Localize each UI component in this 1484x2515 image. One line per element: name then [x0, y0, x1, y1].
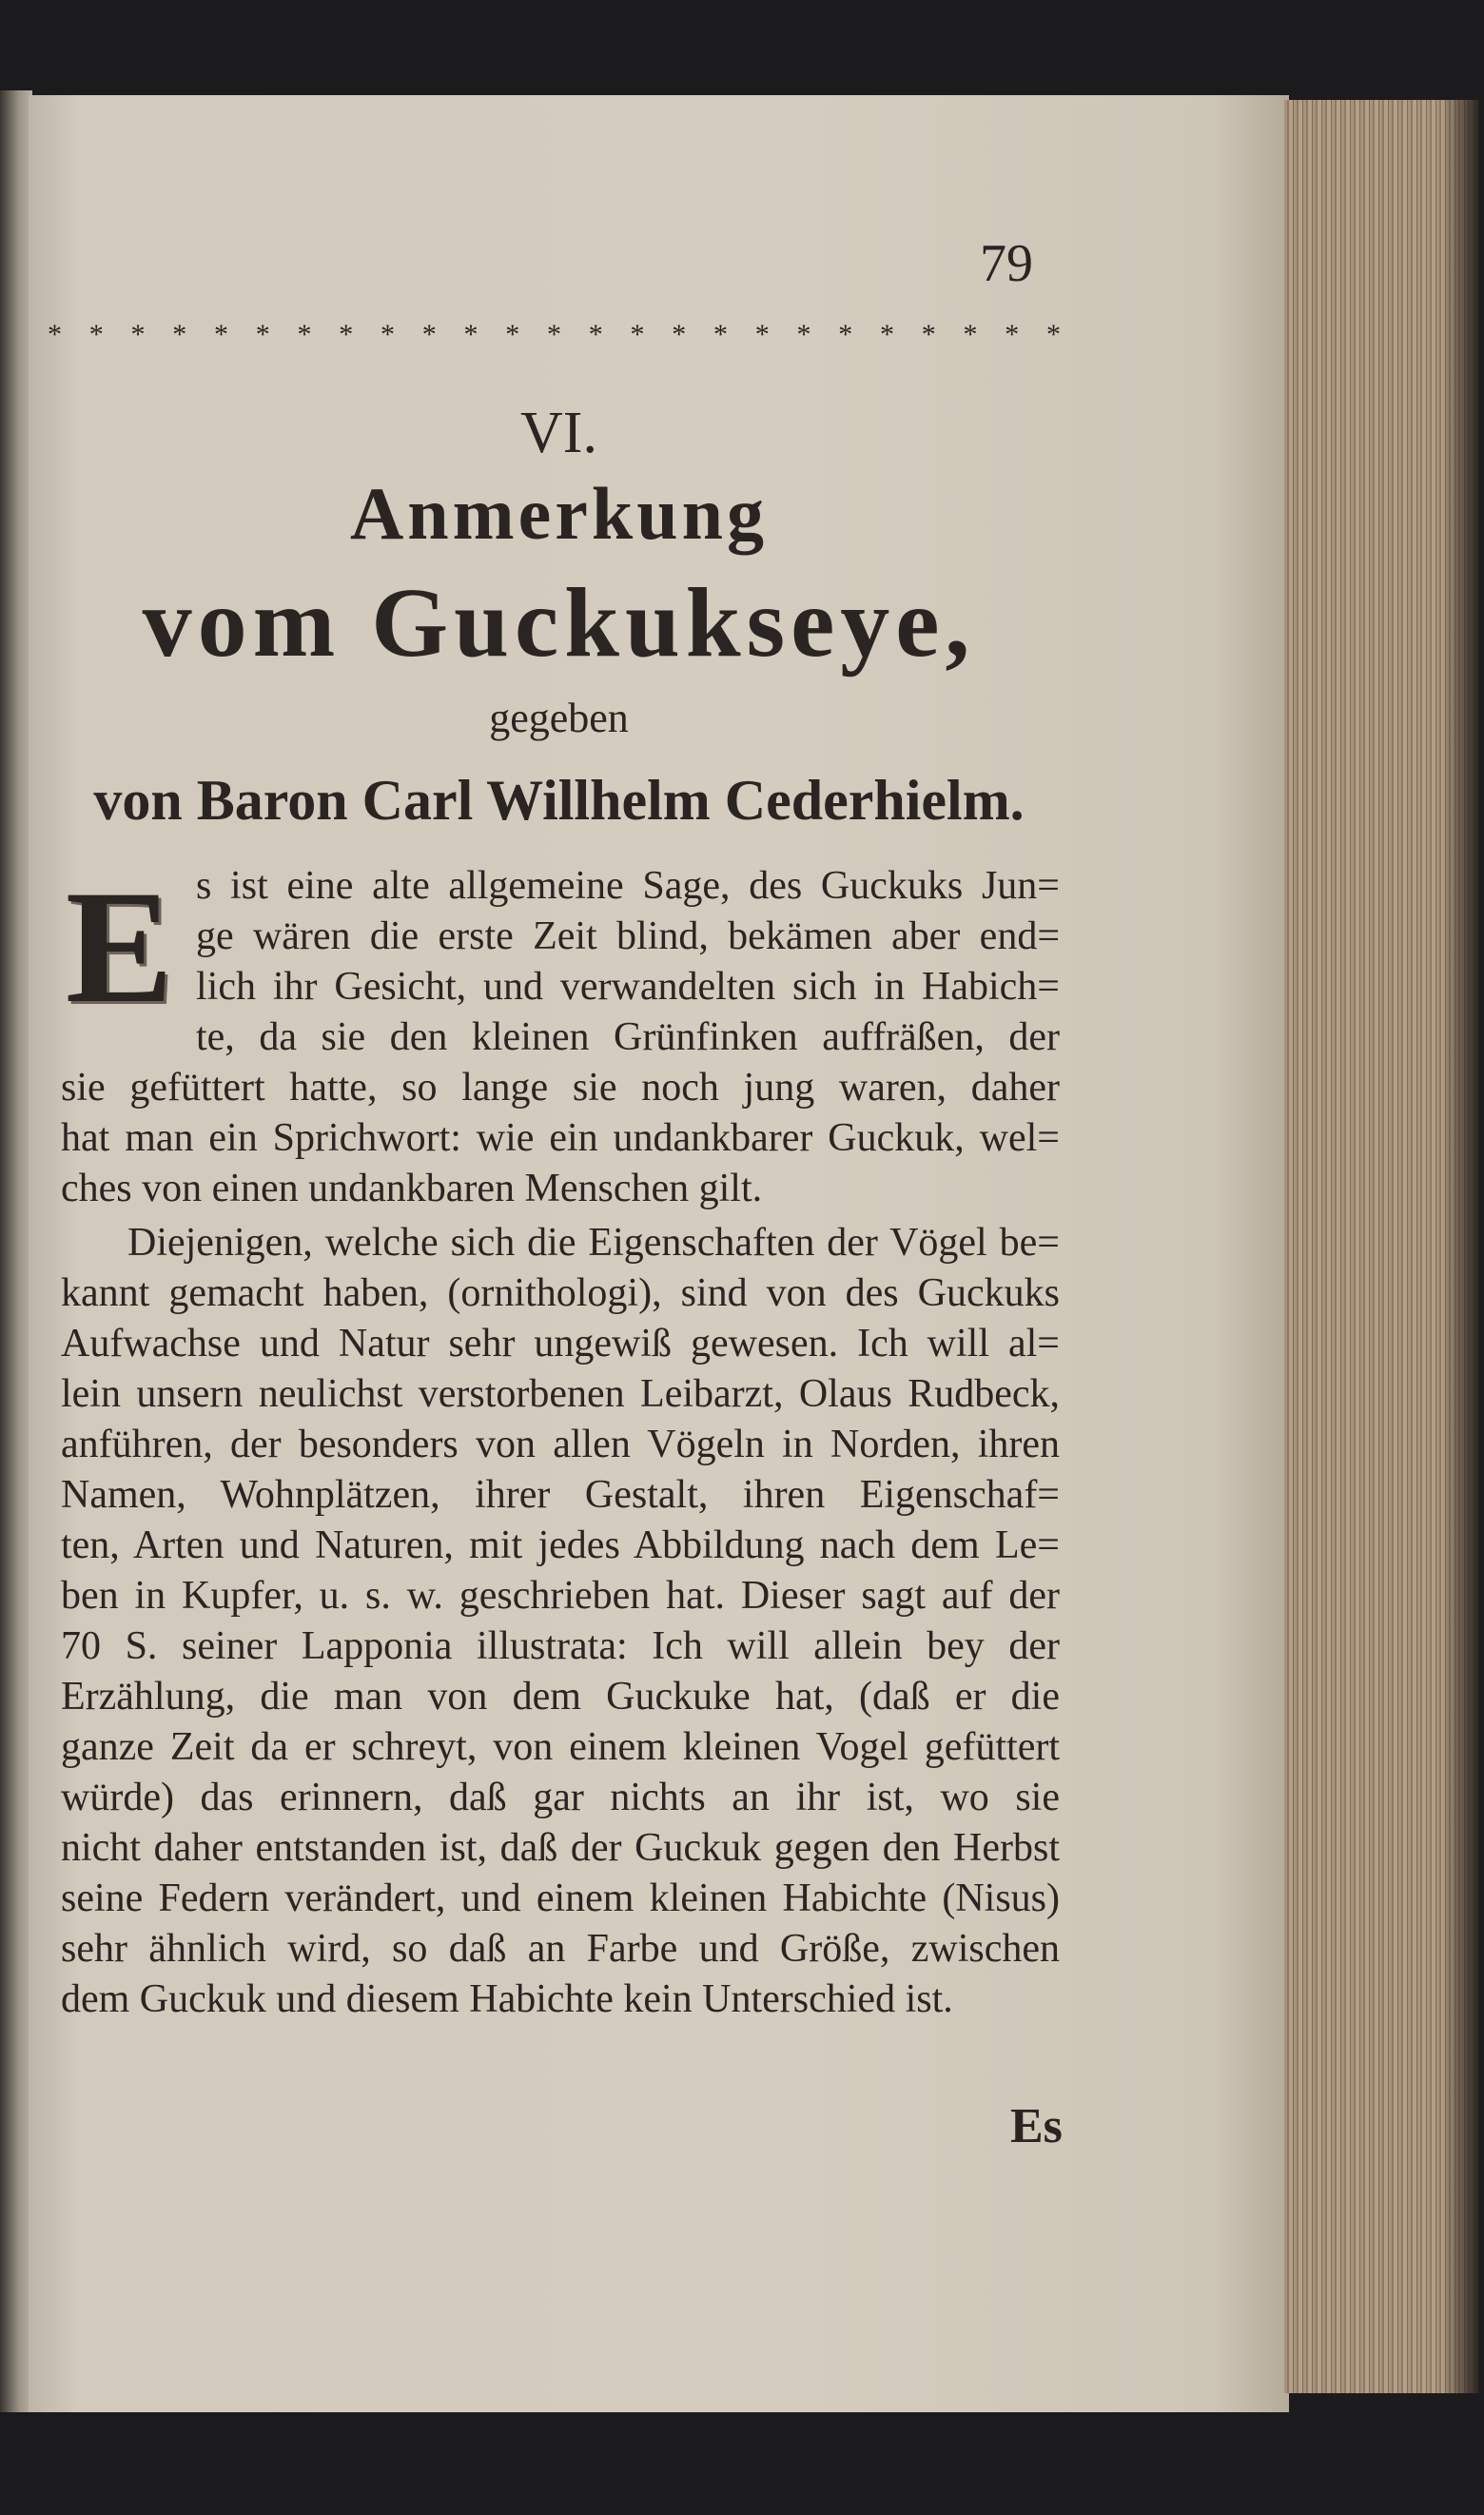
ornament-star: * [1046, 319, 1061, 350]
text-line: ge wären die erste Zeit blind, bekämen aber end= [196, 914, 1060, 958]
ornament-star: * [547, 319, 561, 350]
chapter-title-line-2: vom Guckukseye, [142, 568, 976, 678]
ornament-star: * [339, 319, 354, 350]
text-line: Namen, Wohnplätzen, ihrer Gestalt, ihren Eigenschaf= [61, 1473, 1060, 1517]
page-number: 79 [980, 234, 1033, 293]
ornament-star: * [214, 319, 228, 350]
text-line: seine Federn verändert, und einem kleinen Habichte (Nisus) [61, 1876, 1060, 1920]
text-line: 70 S. seiner Lapponia illustrata: Ich will allein bey der [61, 1624, 1060, 1668]
ornament-star: * [463, 319, 478, 350]
ornament-star: * [880, 319, 894, 350]
ornament-star: * [130, 319, 146, 350]
catchword: Es [1010, 2099, 1063, 2153]
ornament-star: * [1005, 319, 1020, 350]
ornament-star: * [754, 319, 770, 350]
chapter-title-line-1: Anmerkung [349, 472, 769, 555]
ornament-star: * [381, 319, 395, 350]
text-line: te, da sie den kleinen Grünfinken auffräßen, der [196, 1015, 1060, 1059]
ornament-star: * [713, 319, 728, 350]
ornament-star: * [88, 319, 104, 350]
text-line: ganze Zeit da er schreyt, von einem kleinen Vogel gefüttert [61, 1725, 1060, 1769]
text-line: ten, Arten und Naturen, mit jedes Abbildung nach dem Le= [61, 1523, 1060, 1567]
ornament-star: * [172, 319, 187, 350]
ornament-star: * [297, 319, 312, 350]
chapter-given-by: gegeben [489, 695, 629, 741]
ornament-star: * [48, 319, 62, 350]
drop-cap-initial: E [65, 857, 174, 1036]
ornament-star: * [421, 319, 437, 350]
chapter-number: VI. [520, 401, 597, 465]
text-line: Aufwachse und Natur sehr ungewiß gewesen. Ich will al= [61, 1322, 1060, 1366]
ornament-star: * [505, 319, 520, 350]
text-line: lein unsern neulichst verstorbenen Leibarzt, Olaus Rudbeck, [61, 1372, 1060, 1416]
text-line: ches von einen undankbaren Menschen gilt. [61, 1167, 763, 1210]
text-line: kannt gemacht haben, (ornithologi), sind von des Guckuks [61, 1271, 1060, 1315]
text-line: lich ihr Gesicht, und verwandelten sich in Habich= [196, 965, 1060, 1009]
paragraph-2 [61, 1218, 1060, 2025]
ornament-star: * [921, 319, 936, 350]
text-line: würde) das erinnern, daß gar nichts an ihr ist, wo sie [61, 1776, 1060, 1819]
ornament-row [48, 319, 1061, 351]
text-line: dem Guckuk und diesem Habichte kein Unterschied ist. [61, 1977, 953, 2021]
text-line: ben in Kupfer, u. s. w. geschrieben hat. Dieser sagt auf der [61, 1574, 1060, 1618]
page-fore-edge [1284, 100, 1479, 2393]
paragraph-1 [61, 861, 1060, 1214]
text-line: sehr ähnlich wird, so daß an Farbe und Größe, zwischen [61, 1927, 1060, 1971]
text-line: Erzählung, die man von dem Guckuke hat, (daß er die [61, 1675, 1060, 1719]
ornament-star: * [838, 319, 853, 350]
facing-page-edge [0, 90, 32, 2412]
text-line: nicht daher entstanden ist, daß der Guckuk gegen den Herbst [61, 1826, 1060, 1870]
text-line: sie gefüttert hatte, so lange sie noch jung waren, daher [61, 1066, 1060, 1110]
text-line: hat man ein Sprichwort: wie ein undankbarer Guckuk, wel= [61, 1116, 1060, 1160]
chapter-author: von Baron Carl Willhelm Cederhielm. [93, 769, 1025, 832]
text-line: Diejenigen, welche sich die Eigenschaften der Vögel be= [127, 1221, 1060, 1265]
ornament-star: * [672, 319, 687, 350]
text-line: anführen, der besonders von allen Vögeln in Norden, ihren [61, 1423, 1060, 1466]
ornament-star: * [588, 319, 603, 350]
text-line: s ist eine alte allgemeine Sage, des Guckuks Jun= [196, 864, 1060, 908]
ornament-star: * [255, 319, 270, 350]
ornament-star: * [963, 319, 978, 350]
ornament-star: * [796, 319, 811, 350]
ornament-star: * [630, 319, 645, 350]
